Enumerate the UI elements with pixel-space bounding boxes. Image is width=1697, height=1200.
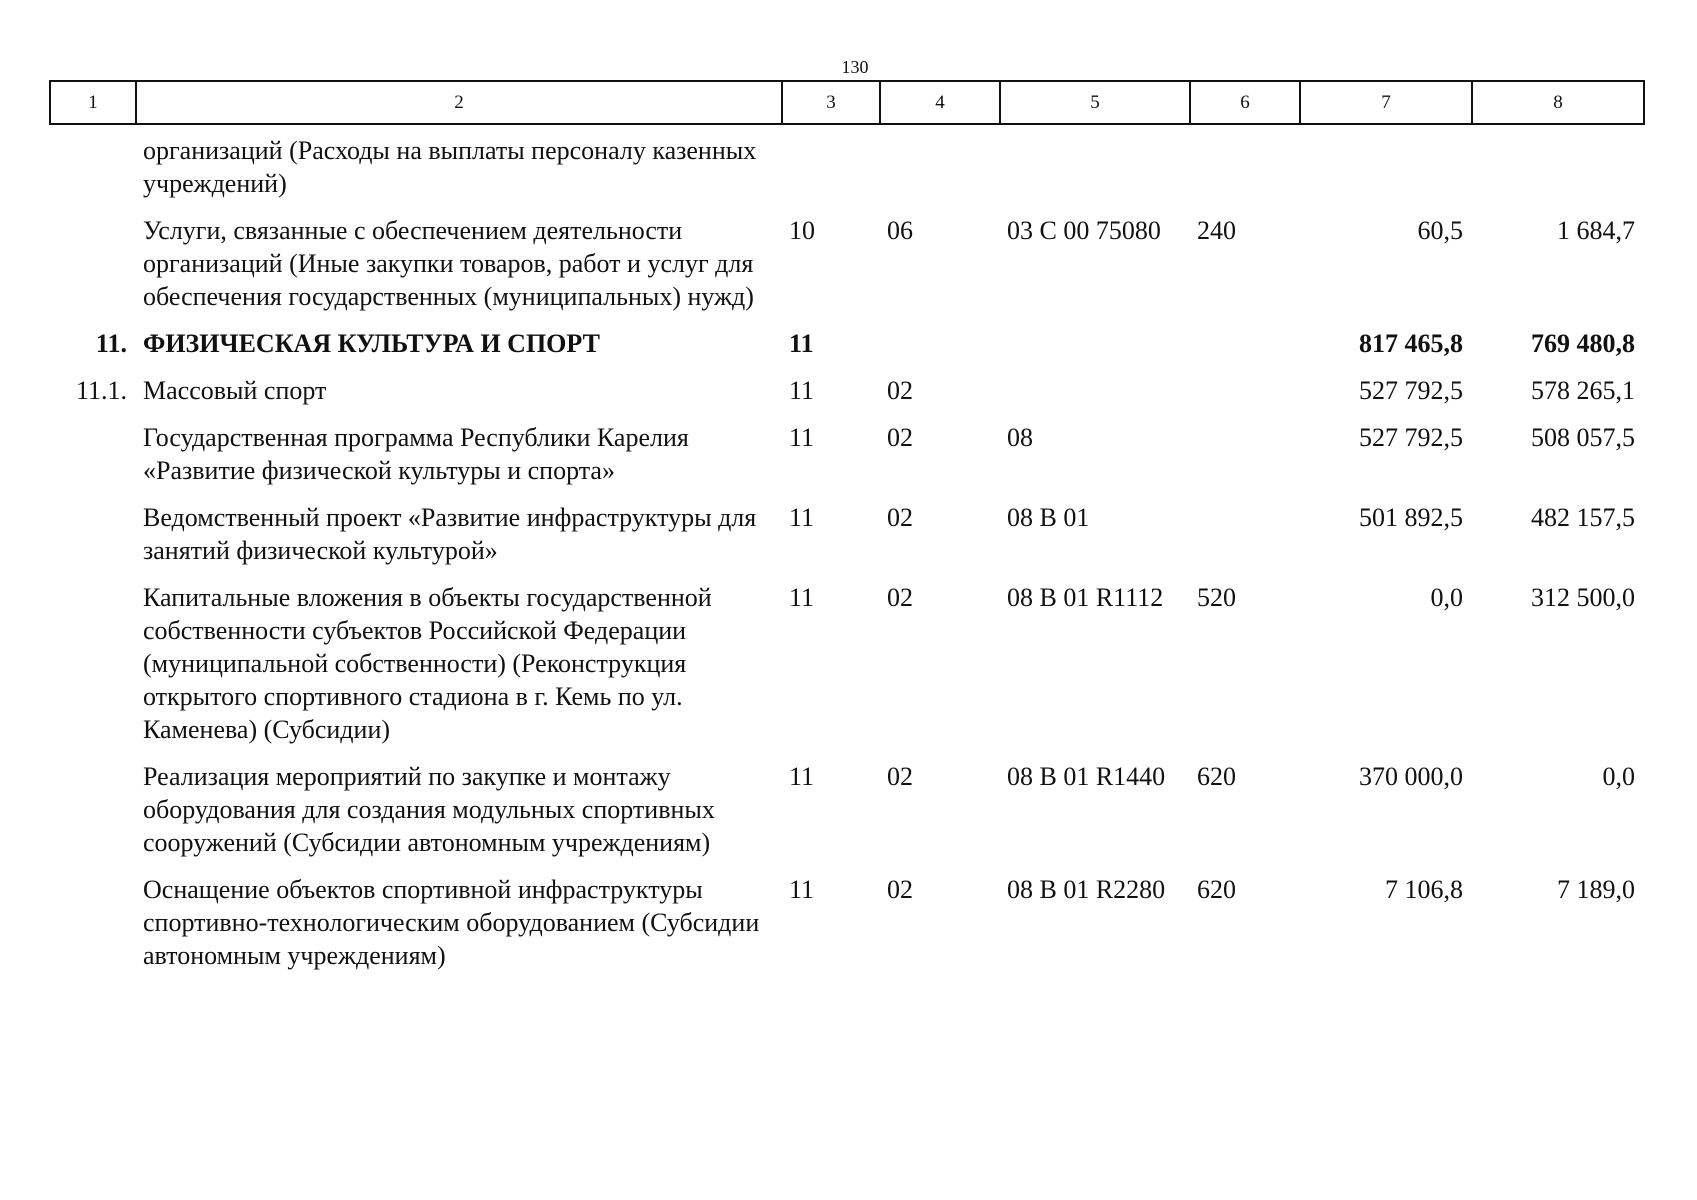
table-row [49, 132, 1643, 212]
row-expense-type [1189, 419, 1299, 499]
row-name: Услуги, связанные с обеспечением деятельности организаций (Иные закупки товаров, работ и услуг для обеспечения государственных (муниципальных) нужд) [143, 216, 754, 311]
row-expense-type: 620 [1197, 762, 1236, 791]
row-section: 11 [789, 762, 815, 791]
column-header-1: 1 [50, 81, 136, 124]
table-row [49, 871, 1643, 984]
column-header-4: 4 [880, 81, 1000, 124]
page-number: 130 [841, 57, 869, 77]
column-header-3: 3 [782, 81, 880, 124]
row-section [781, 132, 879, 212]
row-subsection: 02 [887, 376, 913, 405]
row-name: Реализация мероприятий по закупке и монтажу оборудования для создания модульных спортивных сооружений (Субсидии автономным учреждениям) [143, 762, 715, 857]
row-amount-year1: 527 792,5 [1359, 423, 1463, 452]
row-target-article: 08 В 01 R1440 [1007, 762, 1166, 791]
row-name: Оснащение объектов спортивной инфраструктуры спортивно-технологическим оборудованием (Субсидии автономным учреждениям) [143, 875, 760, 970]
row-expense-type [1189, 372, 1299, 419]
table-row [49, 372, 1643, 419]
row-target-article [999, 132, 1189, 212]
row-subsection: 02 [887, 875, 913, 904]
row-expense-type [1189, 132, 1299, 212]
row-subsection: 02 [887, 762, 913, 791]
row-amount-year1: 7 106,8 [1385, 875, 1463, 904]
row-amount-year2: 0,0 [1602, 762, 1635, 791]
row-section: 11 [789, 583, 815, 612]
row-amount-year2: 1 684,7 [1557, 216, 1635, 245]
row-target-article [999, 325, 1189, 372]
row-amount-year2: 482 157,5 [1531, 503, 1635, 532]
row-subsection [879, 325, 999, 372]
row-section: 10 [789, 216, 815, 245]
column-header-2: 2 [136, 81, 782, 124]
row-number [49, 132, 135, 212]
row-expense-type: 240 [1197, 216, 1236, 245]
row-target-article: 08 В 01 R2280 [1007, 875, 1166, 904]
row-name: Массовый спорт [143, 376, 327, 405]
table-row [49, 212, 1643, 325]
row-amount-year2: 508 057,5 [1531, 423, 1635, 452]
row-number [49, 579, 135, 758]
row-number [49, 419, 135, 499]
budget-table-body [49, 132, 1643, 984]
table-row [49, 758, 1643, 871]
row-amount-year1: 370 000,0 [1359, 762, 1463, 791]
row-amount-year1: 0,0 [1430, 583, 1463, 612]
column-header-row [50, 81, 1644, 124]
row-number: 11. [95, 329, 127, 358]
row-subsection: 02 [887, 583, 913, 612]
table-row [49, 499, 1643, 579]
row-amount-year2: 312 500,0 [1531, 583, 1635, 612]
row-amount-year1: 501 892,5 [1359, 503, 1463, 532]
row-amount-year2 [1471, 132, 1643, 212]
row-expense-type [1189, 499, 1299, 579]
row-section: 11 [789, 376, 815, 405]
row-expense-type [1189, 325, 1299, 372]
row-number: 11.1. [75, 376, 127, 405]
row-name: Государственная программа Республики Карелия «Развитие физической культуры и спорта» [143, 423, 689, 485]
table-row [49, 419, 1643, 499]
row-amount-year1: 527 792,5 [1359, 376, 1463, 405]
table-row [49, 325, 1643, 372]
column-header-7: 7 [1300, 81, 1472, 124]
table-row [49, 579, 1643, 758]
row-number [49, 212, 135, 325]
row-expense-type: 620 [1197, 875, 1236, 904]
row-target-article: 08 [1007, 423, 1033, 452]
row-expense-type: 520 [1197, 583, 1236, 612]
row-section: 11 [789, 875, 815, 904]
row-subsection: 06 [887, 216, 913, 245]
row-name: организаций (Расходы на выплаты персоналу казенных учреждений) [143, 136, 757, 198]
row-subsection: 02 [887, 423, 913, 452]
row-amount-year2: 769 480,8 [1531, 329, 1635, 358]
row-name: Ведомственный проект «Развитие инфраструктуры для занятий физической культурой» [143, 503, 757, 565]
row-subsection: 02 [887, 503, 913, 532]
row-target-article: 08 В 01 R1112 [1007, 583, 1164, 612]
row-section: 11 [789, 329, 814, 358]
row-target-article: 03 С 00 75080 [1007, 216, 1161, 245]
row-section: 11 [789, 423, 815, 452]
row-amount-year1 [1299, 132, 1471, 212]
column-header-6: 6 [1190, 81, 1300, 124]
row-section: 11 [789, 503, 815, 532]
row-number [49, 499, 135, 579]
budget-table [49, 132, 1643, 984]
column-header-table [49, 80, 1645, 125]
column-header-8: 8 [1472, 81, 1644, 124]
row-target-article [999, 372, 1189, 419]
row-amount-year1: 817 465,8 [1359, 329, 1463, 358]
row-number [49, 758, 135, 871]
row-amount-year1: 60,5 [1417, 216, 1463, 245]
row-amount-year2: 7 189,0 [1557, 875, 1635, 904]
row-amount-year2: 578 265,1 [1531, 376, 1635, 405]
row-target-article: 08 В 01 [1007, 503, 1090, 532]
row-subsection [879, 132, 999, 212]
row-number [49, 871, 135, 984]
row-name: ФИЗИЧЕСКАЯ КУЛЬТУРА И СПОРТ [143, 329, 600, 358]
column-header-5: 5 [1000, 81, 1190, 124]
row-name: Капитальные вложения в объекты государственной собственности субъектов Российской Федерации (муниципальной собственности) (Реконструкция открытого спортивного стадиона в г. Кемь по ул. Каменева) (Субсидии) [143, 583, 712, 744]
